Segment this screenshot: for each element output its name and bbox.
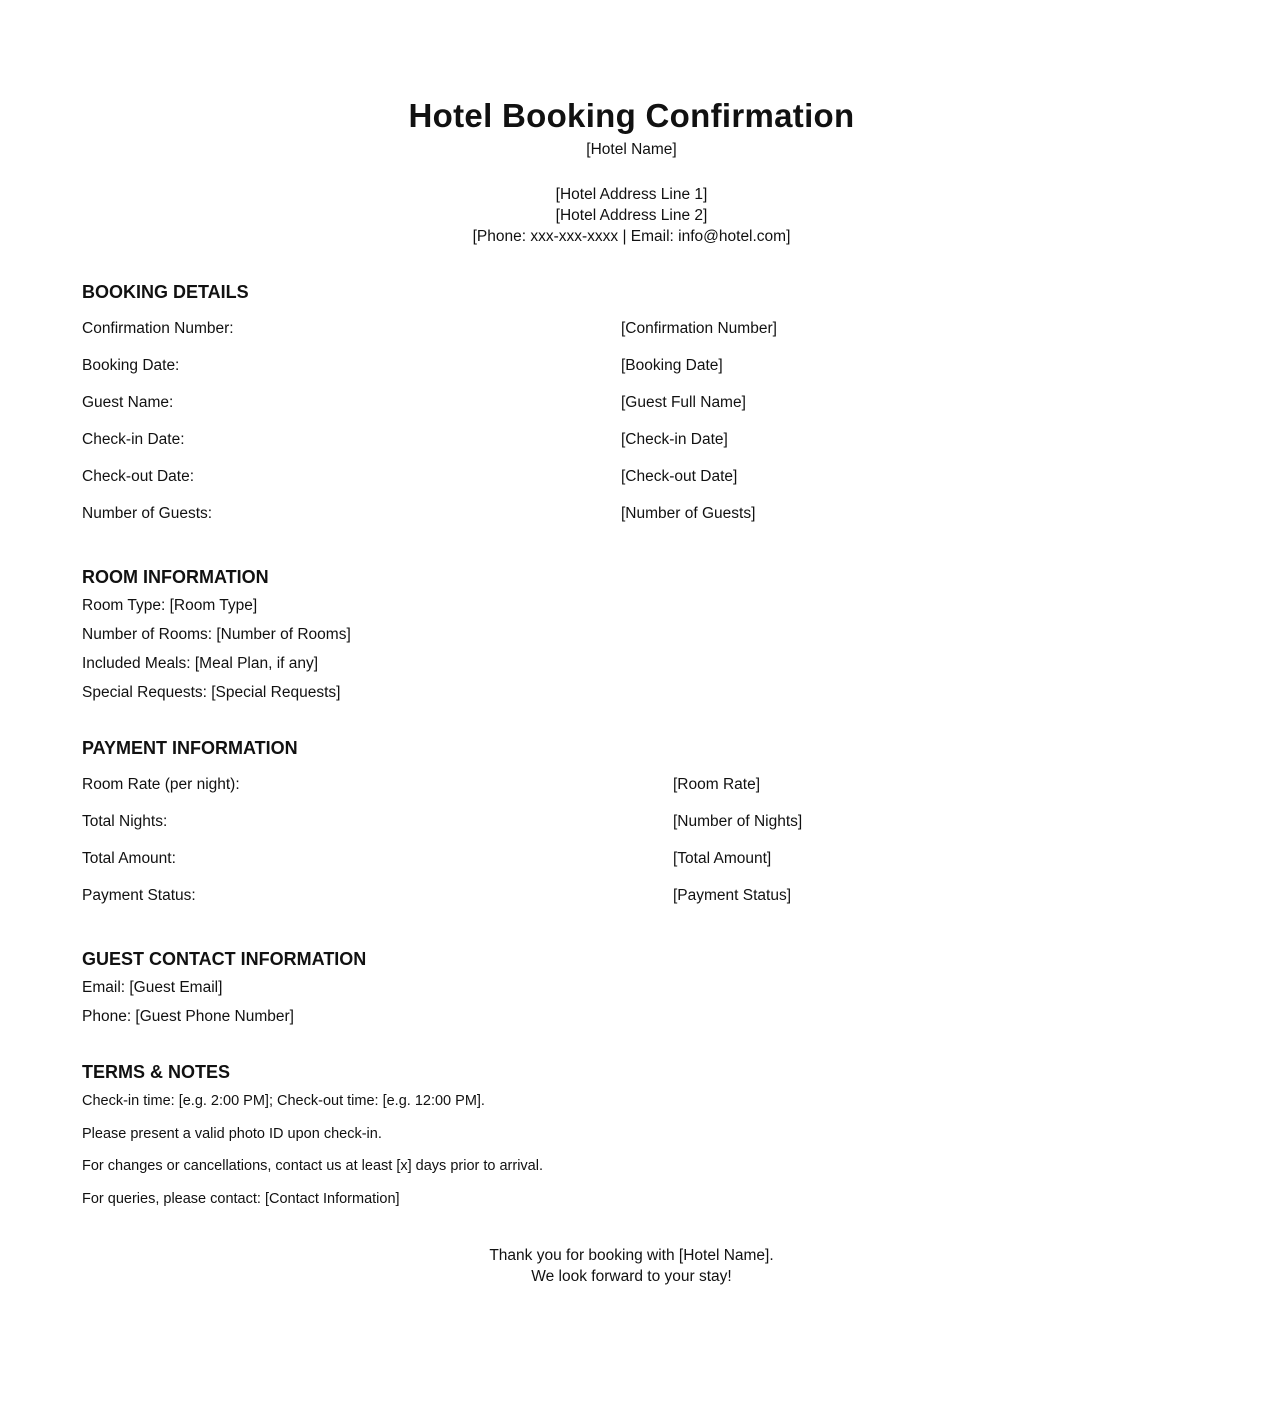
address-line-1: [Hotel Address Line 1] [555,186,708,203]
hotel-name: [Hotel Name] [586,141,677,158]
guest-email-line: Email: [Guest Email] [82,979,223,996]
section-title-room-information: ROOM INFORMATION [82,567,269,587]
table-row [82,811,1182,848]
page-title: Hotel Booking Confirmation [408,97,855,134]
table-row [82,466,1182,503]
room-information-section [82,565,351,711]
field-label: Total Nights: [82,813,168,830]
number-of-rooms-line: Number of Rooms: [Number of Rooms] [82,626,351,643]
field-label: Room Rate (per night): [82,776,240,793]
footer-closing: We look forward to your stay! [531,1268,732,1285]
field-label: Guest Name: [82,394,174,411]
field-label: Check-in Date: [82,431,185,448]
special-requests-line: Special Requests: [Special Requests] [82,684,341,701]
table-row [82,355,1182,392]
field-value: [Payment Status] [673,887,792,904]
table-row [82,392,1182,429]
field-value: [Booking Date] [621,357,723,374]
table-row [82,885,1182,922]
section-title-booking-details: BOOKING DETAILS [82,282,249,302]
guest-phone-line: Phone: [Guest Phone Number] [82,1008,294,1025]
terms-checkin-checkout-line: Check-in time: [e.g. 2:00 PM]; Check-out time: [e.g. 12:00 PM]. [82,1093,485,1109]
field-value: [Room Rate] [673,776,761,793]
field-value: [Check-out Date] [621,468,738,485]
field-value: [Number of Guests] [621,505,756,522]
address-line-2: [Hotel Address Line 2] [555,207,708,224]
section-title-terms: TERMS & NOTES [82,1062,231,1082]
document-header [0,96,1263,247]
field-label: Booking Date: [82,357,180,374]
table-row [82,848,1182,885]
terms-photo-id-line: Please present a valid photo ID upon check-in. [82,1125,382,1142]
terms-cancellation-line: For changes or cancellations, contact us at least [x] days prior to arrival. [82,1158,543,1174]
document-footer [0,1245,1263,1287]
field-label: Check-out Date: [82,468,194,485]
table-row [82,503,1182,540]
guest-contact-section [82,947,366,1035]
payment-table [82,774,1182,922]
field-value: [Total Amount] [673,850,772,867]
table-row [82,774,1182,811]
hotel-contact-line: [Phone: xxx-xxx-xxxx | Email: info@hotel.com] [472,228,791,245]
table-row [82,318,1182,355]
footer-thank-you: Thank you for booking with [Hotel Name]. [489,1247,774,1264]
section-title-guest-contact: GUEST CONTACT INFORMATION [82,949,367,969]
field-label: Payment Status: [82,887,196,904]
room-type-line: Room Type: [Room Type] [82,597,258,614]
field-value: [Guest Full Name] [621,394,746,411]
table-row [82,429,1182,466]
field-label: Number of Guests: [82,505,213,522]
field-label: Total Amount: [82,850,176,867]
terms-section [82,1060,543,1221]
booking-details-section [82,280,1182,540]
booking-details-table [82,318,1182,540]
payment-information-section [82,736,1182,922]
terms-queries-line: For queries, please contact: [Contact Information] [82,1190,400,1207]
included-meals-line: Included Meals: [Meal Plan, if any] [82,655,319,672]
section-title-payment-information: PAYMENT INFORMATION [82,738,298,758]
field-label: Confirmation Number: [82,320,234,337]
field-value: [Confirmation Number] [621,320,777,337]
hotel-address [0,184,1263,247]
field-value: [Number of Nights] [673,813,803,830]
field-value: [Check-in Date] [621,431,728,448]
